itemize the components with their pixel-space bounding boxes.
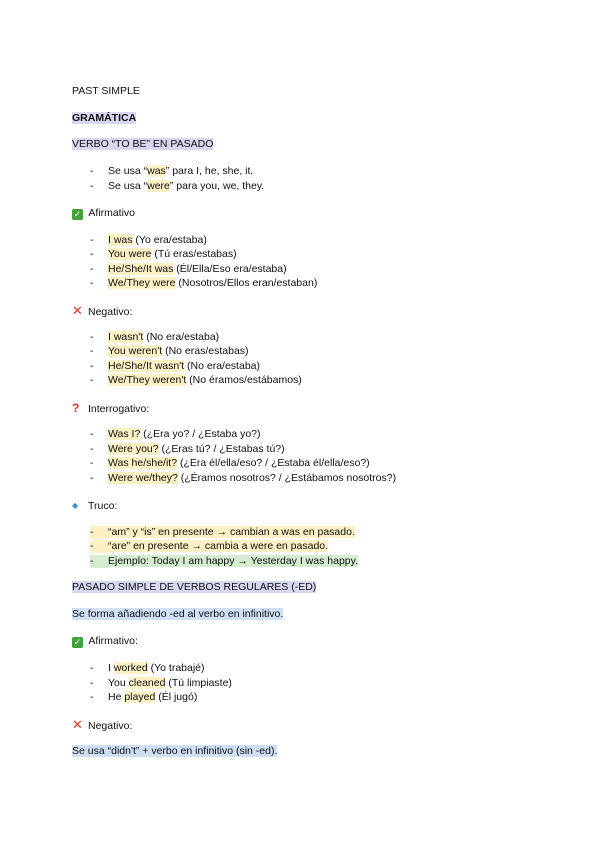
cross-icon: ✕	[72, 717, 83, 732]
list-item: - You cleaned (Tú limpiaste)	[90, 677, 232, 689]
list-item: - Se usa “were” para you, we, they.	[90, 180, 265, 192]
list-item: - We/They were (Nosotros/Ellos eran/estaban)	[90, 277, 318, 289]
afirmativo-label: ✓ Afirmativo	[73, 207, 136, 219]
truco-label: ◆ Truco:	[72, 500, 118, 512]
list-item: - We/They weren't (No éramos/estábamos)	[90, 374, 302, 386]
diamond-icon: ◆	[72, 501, 79, 510]
regulares-afirmativo-label: ✓ Afirmativo:	[73, 635, 138, 647]
question-icon: ?	[72, 401, 80, 415]
tobe-heading: VERBO “TO BE” EN PASADO	[72, 138, 214, 150]
list-item: - Were you? (¿Eras tú? / ¿Estabas tú?)	[90, 443, 285, 455]
list-item: - “am” y “is” en presente → cambian a was en pasado.	[90, 526, 355, 538]
list-item: - Se usa “was” para I, he, she, it.	[90, 165, 254, 177]
list-item: - Ejemplo: Today I am happy → Yesterday I was happy.	[90, 555, 359, 567]
list-item: - Was he/she/it? (¿Era él/ella/eso? / ¿Estaba él/ella/eso?)	[90, 457, 370, 469]
check-icon: ✓	[73, 637, 82, 647]
list-item: - Were we/they? (¿Éramos nosotros? / ¿Estábamos nosotros?)	[90, 472, 397, 484]
check-icon: ✓	[73, 209, 82, 219]
list-item: - I was (Yo era/estaba)	[90, 234, 207, 246]
list-item: - He/She/It was (Él/Ella/Eso era/estaba)	[90, 263, 287, 275]
list-item: - He played (Él jugó)	[90, 691, 198, 703]
cross-icon: ✕	[72, 303, 83, 318]
list-item: - I wasn't (No era/estaba)	[90, 331, 220, 343]
negativo-label: ✕ Negativo:	[72, 303, 133, 318]
regulares-negativo-label: ✕ Negativo:	[72, 717, 133, 732]
regulares-negativo-rule: Se usa “didn't” + verbo en infinitivo (sin -ed).	[72, 745, 278, 757]
section-label: GRAMÁTICA	[72, 112, 137, 124]
list-item: - Was I? (¿Era yo? / ¿Estaba yo?)	[90, 428, 261, 440]
list-item: - “are” en presente → cambia a were en pasado.	[90, 540, 329, 552]
list-item: - I worked (Yo trabajé)	[90, 662, 205, 674]
list-item: - He/She/It wasn't (No era/estaba)	[90, 360, 260, 372]
regulares-heading: PASADO SIMPLE DE VERBOS REGULARES (-ED)	[72, 581, 317, 593]
interrogativo-label: ? Interrogativo:	[72, 401, 150, 415]
list-item: - You weren't (No eras/estabas)	[90, 345, 249, 357]
regulares-rule: Se forma añadiendo -ed al verbo en infinitivo.	[72, 608, 284, 620]
list-item: - You were (Tú eras/estabas)	[90, 248, 237, 260]
page-title: PAST SIMPLE	[72, 85, 140, 97]
